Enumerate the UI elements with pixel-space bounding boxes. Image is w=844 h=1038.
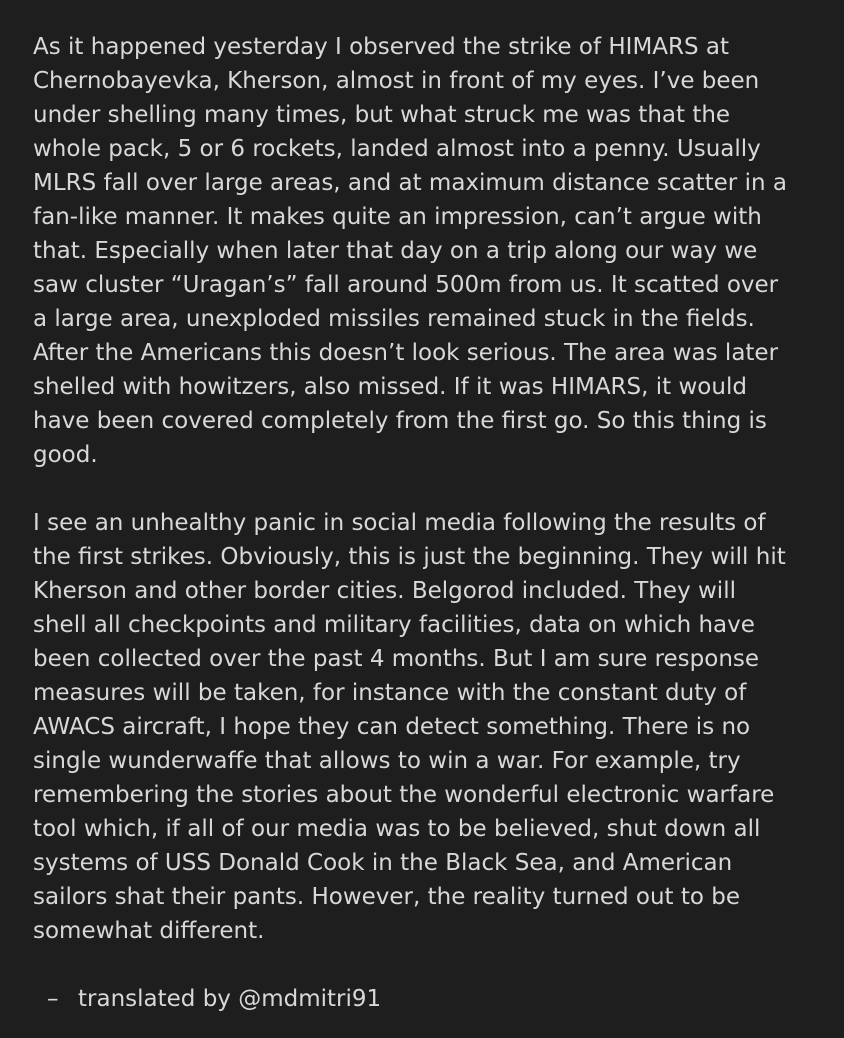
text-line: systems of USS Donald Cook in the Black Sea, and American [33, 850, 733, 876]
text-line: I see an unhealthy panic in social media following the results of [33, 510, 766, 536]
text-line: After the Americans this doesn’t look serious. The area was later [33, 340, 779, 366]
text-line: have been covered completely from the first go. So this thing is [33, 408, 767, 434]
paragraph-social-media-panic [33, 506, 830, 948]
text-line: saw cluster “Uragan’s” fall around 500m from us. It scatted over [33, 272, 779, 298]
text-line: sailors shat their pants. However, the reality turned out to be [33, 884, 741, 910]
text-line: shelled with howitzers, also missed. If it was HIMARS, it would [33, 374, 747, 400]
text-line: AWACS aircraft, I hope they can detect something. There is no [33, 714, 751, 740]
text-line: remembering the stories about the wonderful electronic warfare [33, 782, 775, 808]
text-line: Chernobayevka, Kherson, almost in front of my eyes. I’ve been [33, 68, 760, 94]
text-line: the first strikes. Obviously, this is just the beginning. They will hit [33, 544, 786, 570]
text-line: As it happened yesterday I observed the strike of HIMARS at [33, 34, 730, 60]
text-line: been collected over the past 4 months. But I am sure response [33, 646, 760, 672]
text-line: fan-like manner. It makes quite an impression, can’t argue with [33, 204, 762, 230]
text-line: Kherson and other border cities. Belgorod included. They will [33, 578, 736, 604]
text-line: whole pack, 5 or 6 rockets, landed almost into a penny. Usually [33, 136, 761, 162]
text-line: somewhat different. [33, 918, 265, 944]
text-line: MLRS fall over large areas, and at maximum distance scatter in a [33, 170, 787, 196]
attribution-dash: – [47, 986, 59, 1012]
paragraph-himars-strike [33, 30, 830, 472]
text-line: shell all checkpoints and military facilities, data on which have [33, 612, 755, 638]
text-line: that. Especially when later that day on a trip along our way we [33, 238, 758, 264]
text-line: under shelling many times, but what struck me was that the [33, 102, 731, 128]
attribution [47, 982, 830, 1016]
text-line: measures will be taken, for instance with the constant duty of [33, 680, 747, 706]
attribution-text: translated by @mdmitri91 [78, 986, 382, 1012]
text-line: tool which, if all of our media was to be believed, shut down all [33, 816, 761, 842]
text-line: good. [33, 442, 98, 468]
text-line: single wunderwaffe that allows to win a war. For example, try [33, 748, 741, 774]
text-line: a large area, unexploded missiles remained stuck in the fields. [33, 306, 755, 332]
